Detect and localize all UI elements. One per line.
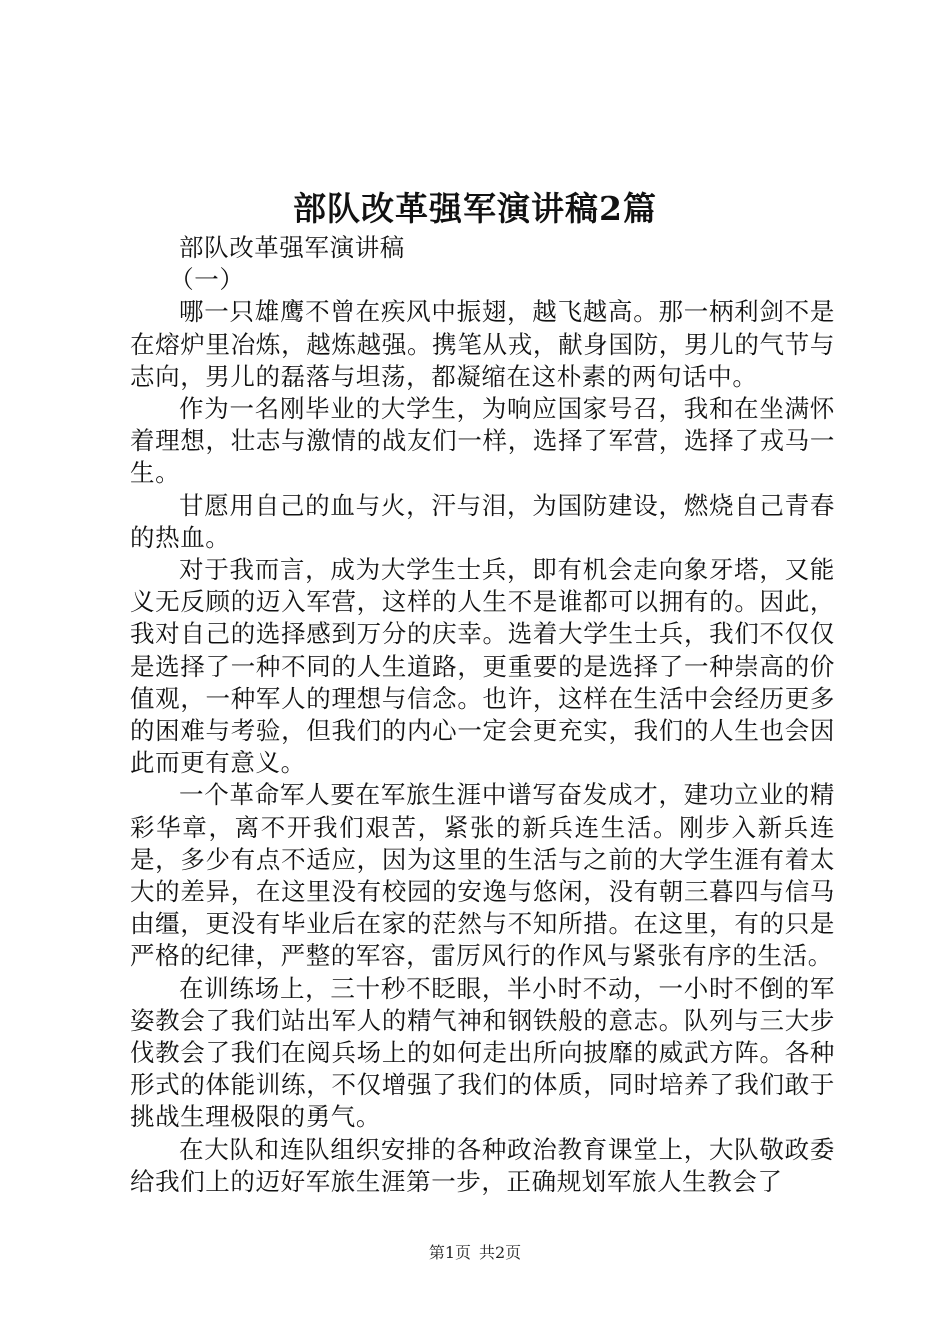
document-body <box>130 232 835 1198</box>
paragraph: 哪一只雄鹰不曾在疾风中振翅，越飞越高。那一柄利剑不是在熔炉里冶炼，越炼越强。携笔从戎，献身国防，男儿的气节与志向，男儿的磊落与坦荡，都凝缩在这朴素的两句话中。 <box>130 297 835 391</box>
paragraph: 在大队和连队组织安排的各种政治教育课堂上，大队敬政委给我们上的迈好军旅生涯第一步，正确规划军旅人生教会了 <box>130 1134 835 1196</box>
page-number: 第1页 <box>428 1243 471 1262</box>
document-subtitle: 部队改革强军演讲稿 <box>179 233 405 262</box>
page-footer <box>0 1242 950 1264</box>
paragraph: 一个革命军人要在军旅生涯中谱写奋发成才，建功立业的精彩华章，离不开我们艰苦，紧张的新兵连生活。刚步入新兵连是，多少有点不适应，因为这里的生活与之前的大学生涯有着太大的差异，在这里没有校园的安逸与悠闲，没有朝三暮四与信马由缰，更没有毕业后在家的茫然与不知所措。在这里，有的只是严格的纪律，严整的军容，雷厉风行的作风与紧张有序的生活。 <box>130 780 835 971</box>
paragraph: 甘愿用自己的血与火，汗与泪，为国防建设，燃烧自己青春的热血。 <box>130 490 835 552</box>
page-total: 共2页 <box>479 1243 522 1262</box>
paragraph: 对于我而言，成为大学生士兵，即有机会走向象牙塔，又能义无反顾的迈入军营，这样的人生不是谁都可以拥有的。因此，我对自己的选择感到万分的庆幸。选着大学生士兵，我们不仅仅是选择了一种不同的人生道路，更重要的是选择了一种崇高的价值观，一种军人的理想与信念。也许，这样在生活中会经历更多的困难与考验，但我们的内心一定会更充实，我们的人生也会因此而更有意义。 <box>130 555 835 778</box>
paragraph: 在训练场上，三十秒不眨眼，半小时不动，一小时不倒的军姿教会了我们站出军人的精气神和钢铁般的意志。队列与三大步伐教会了我们在阅兵场上的如何走出所向披靡的威武方阵。各种形式的体能训练，不仅增强了我们的体质，同时培养了我们敢于挑战生理极限的勇气。 <box>130 973 835 1132</box>
section-marker: （一） <box>169 265 245 295</box>
document-title: 部队改革强军演讲稿2篇 <box>293 189 657 228</box>
paragraph: 作为一名刚毕业的大学生，为响应国家号召，我和在坐满怀着理想，壮志与激情的战友们一样，选择了军营，选择了戎马一生。 <box>130 394 835 488</box>
